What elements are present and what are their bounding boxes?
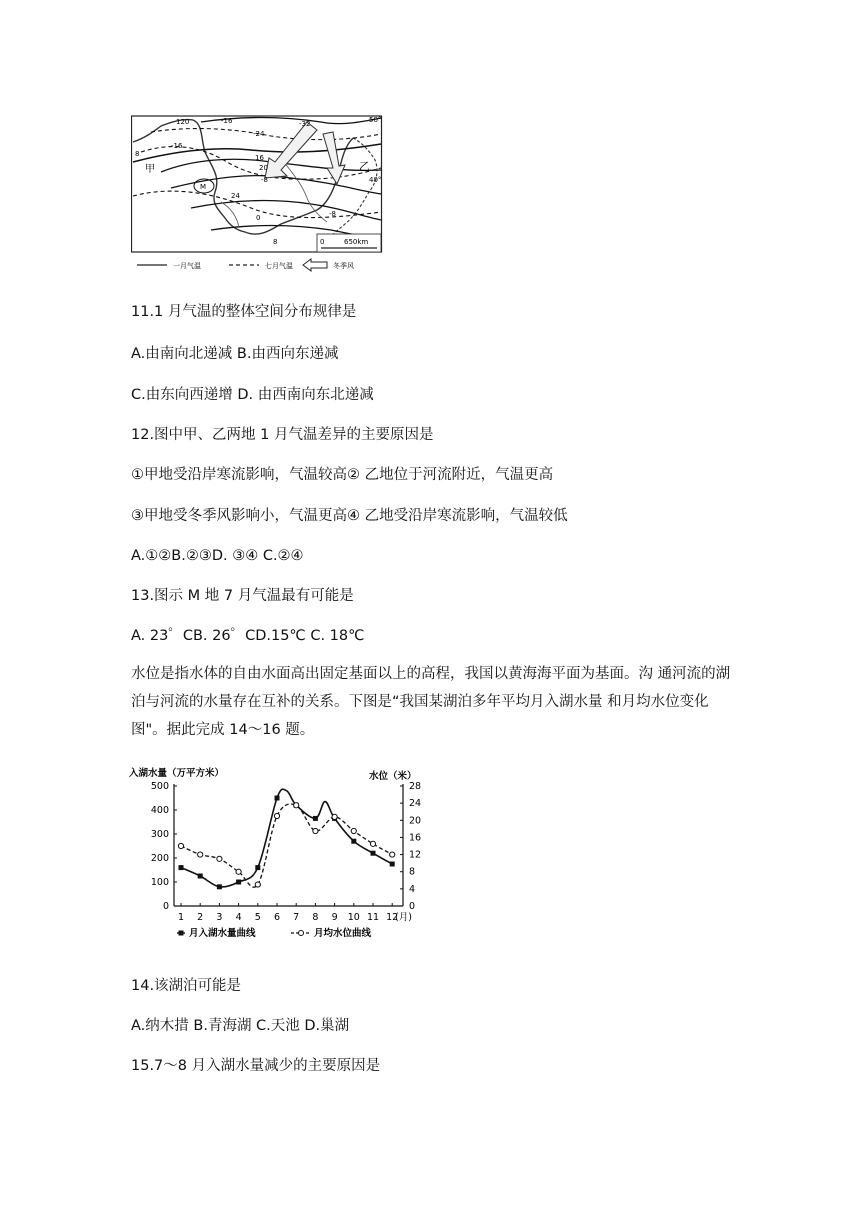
water-level-point xyxy=(351,828,356,833)
scale-distance: 650km xyxy=(344,238,369,246)
inflow-series-line xyxy=(181,789,392,887)
legend-level-label: 月均水位曲线 xyxy=(314,928,372,939)
map-label: 24 xyxy=(231,192,240,200)
map-latitude-label: 50° xyxy=(369,116,382,124)
x-tick-label: 1 xyxy=(177,912,185,923)
inflow-point xyxy=(217,884,222,889)
legend-level-marker xyxy=(299,931,304,936)
x-tick-label: 11 xyxy=(366,912,380,923)
q12-options: A.①②B.②③D. ③④ C.②④ xyxy=(131,548,304,564)
legend-jul-temp: 七月气温 xyxy=(265,262,293,270)
left-tick-label: 100 xyxy=(150,877,169,888)
map-label: -8 xyxy=(261,176,268,184)
inflow-point xyxy=(275,796,280,801)
q11-options-line2: C.由东向西递增 D. 由西南向东北递减 xyxy=(131,387,374,403)
map-label: 8 xyxy=(273,238,278,246)
map-label: -32 xyxy=(299,120,311,128)
climate-isotherm-map xyxy=(131,112,383,272)
x-tick-label: 8 xyxy=(312,912,319,923)
q12-statement-line1: ①甲地受沿岸寒流影响，气温较高② 乙地位于河流附近，气温更高 xyxy=(131,467,554,483)
q14-options: A.纳木措 B.青海湖 C.天池 D.巢湖 xyxy=(131,1018,350,1034)
intro-paragraph: 水位是指水体的自由水面高出固定基面以上的高程，我国以黄海海平面为基面。沟 通河流的湖泊与河流的水量存在互补的关系。下图是“我国某湖泊多年平均月入湖水量 和月均水位变化图"。据此完成 14～16 题。 xyxy=(131,666,731,738)
legend-winter-monsoon: 冬季风 xyxy=(333,262,354,270)
x-tick-label: 10 xyxy=(347,912,360,923)
inflow-point xyxy=(313,816,318,821)
left-tick-label: 400 xyxy=(150,805,169,816)
legend-inflow-label: 月入湖水量曲线 xyxy=(189,928,256,939)
map-label: 20 xyxy=(259,164,268,172)
left-tick-label: 300 xyxy=(150,829,169,840)
left-tick-label: 0 xyxy=(162,901,169,912)
water-level-point xyxy=(332,814,337,819)
x-tick-label: 9 xyxy=(331,912,338,923)
left-axis-title: 入湖水量（万平方米） xyxy=(129,768,225,779)
q12-stem: 12.图中甲、乙两地 1 月气温差异的主要原因是 xyxy=(131,427,434,443)
water-level-point xyxy=(370,841,375,846)
q13-stem: 13.图示 M 地 7 月气温最有可能是 xyxy=(131,588,354,604)
inflow-point xyxy=(179,865,184,870)
q14-stem: 14.该湖泊可能是 xyxy=(131,978,242,994)
q11-stem: 11.1 月气温的整体空间分布规律是 xyxy=(131,304,357,320)
inflow-point xyxy=(351,839,356,844)
inflow-point xyxy=(390,862,395,867)
map-label: -16 xyxy=(221,117,233,125)
inflow-point xyxy=(255,865,260,870)
right-tick-label: 24 xyxy=(409,798,422,810)
right-tick-label: 0 xyxy=(409,901,416,912)
x-tick-label: 12 xyxy=(386,912,399,923)
inflow-point xyxy=(371,851,376,856)
x-tick-label: 7 xyxy=(293,912,300,923)
right-tick-label: 16 xyxy=(409,832,422,844)
q12-statement-line2: ③甲地受冬季风影响小，气温更高④ 乙地受沿岸寒流影响，气温较低 xyxy=(131,508,568,524)
q11-options-line1: A.由南向北递减 B.由西向东递减 xyxy=(131,346,339,362)
water-level-point xyxy=(274,813,279,818)
right-tick-label: 12 xyxy=(409,849,422,861)
water-level-point xyxy=(178,843,183,848)
q13-options: A. 23゜CB. 26゜CD.15℃ C. 18℃ xyxy=(131,628,365,644)
legend-jan-temp: 一月气温 xyxy=(173,262,201,270)
map-label: 0 xyxy=(256,214,261,222)
map-label: -8 xyxy=(329,210,336,218)
map-label: 8 xyxy=(135,150,140,158)
map-label: 16 xyxy=(255,154,264,162)
x-unit-label: (月) xyxy=(395,912,412,923)
water-level-point xyxy=(255,882,260,887)
water-level-point xyxy=(198,852,203,857)
x-tick-label: 3 xyxy=(216,912,223,923)
inflow-point xyxy=(236,880,241,885)
legend-inflow-marker xyxy=(179,931,184,936)
map-label-yi: 乙 xyxy=(359,160,370,173)
left-tick-label: 200 xyxy=(150,853,169,864)
right-tick-label: 28 xyxy=(409,781,422,792)
right-axis-title: 水位（米） xyxy=(369,771,417,782)
water-level-point xyxy=(313,828,318,833)
scale-zero: 0 xyxy=(320,238,325,246)
lake-inflow-water-level-chart xyxy=(125,764,425,944)
map-label: -16 xyxy=(171,142,183,150)
water-level-point xyxy=(390,852,395,857)
map-label-m: M xyxy=(200,183,207,191)
x-tick-label: 5 xyxy=(254,912,261,923)
left-tick-label: 500 xyxy=(150,781,169,792)
water-level-point xyxy=(217,856,222,861)
inflow-point xyxy=(198,874,203,879)
q15-stem: 15.7～8 月入湖水量减少的主要原因是 xyxy=(131,1058,381,1074)
right-tick-label: 20 xyxy=(409,815,422,827)
right-tick-label: 8 xyxy=(409,866,416,878)
x-tick-label: 6 xyxy=(273,912,281,923)
map-latitude-label: 40° xyxy=(369,176,382,184)
x-tick-label: 2 xyxy=(197,912,204,923)
x-tick-label: 4 xyxy=(235,912,242,923)
right-tick-label: 4 xyxy=(409,883,416,895)
water-level-point xyxy=(294,803,299,808)
map-label: 120 xyxy=(176,118,190,126)
water-level-point xyxy=(236,869,241,874)
map-label-jia: 甲 xyxy=(145,164,155,175)
map-label: -24 xyxy=(253,130,265,138)
